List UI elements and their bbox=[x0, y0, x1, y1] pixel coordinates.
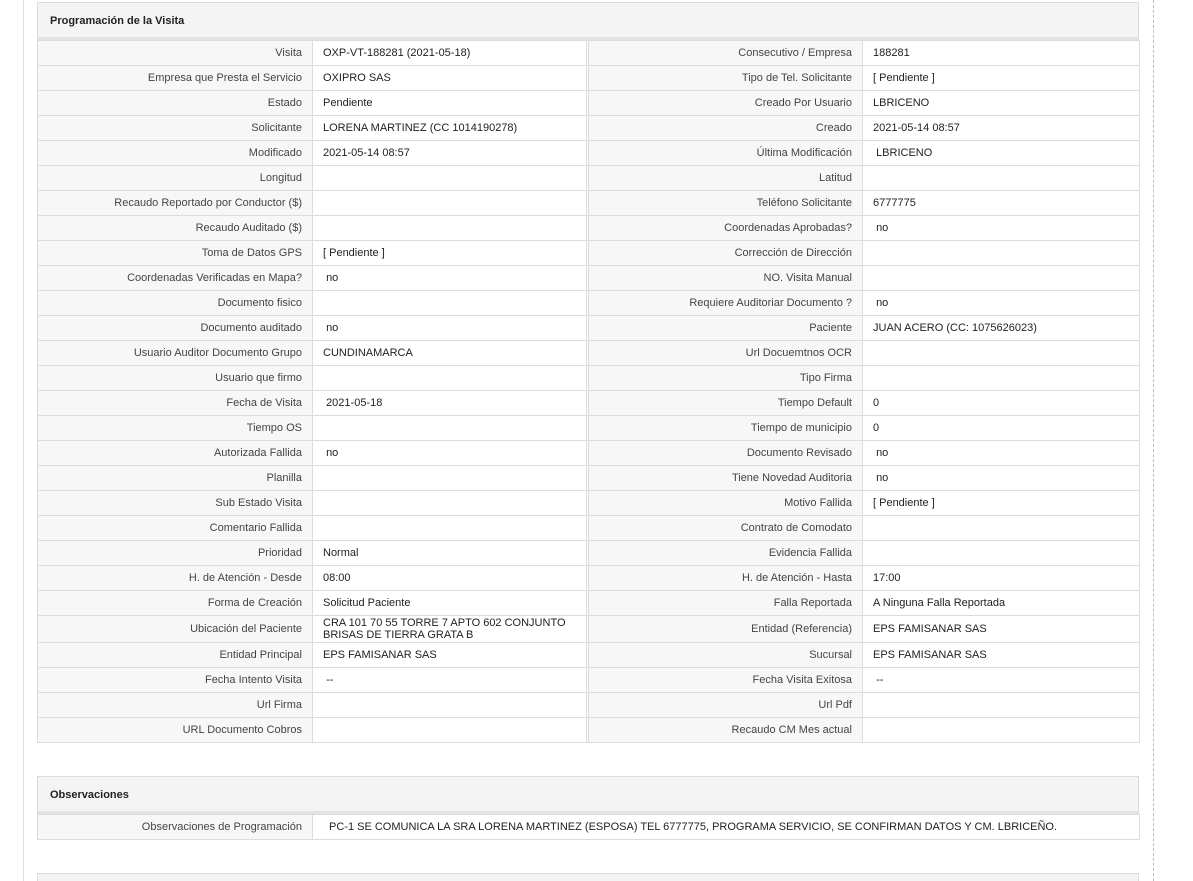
field-label bbox=[38, 643, 313, 668]
detail-row bbox=[38, 66, 1140, 91]
field-value-text: [ Pendiente ] bbox=[873, 497, 935, 509]
field-value-text: 2021-05-18 bbox=[323, 397, 383, 409]
field-label-text: Toma de Datos GPS bbox=[201, 247, 302, 259]
field-value bbox=[863, 366, 1140, 391]
field-value-text: LORENA MARTINEZ (CC 1014190278) bbox=[323, 122, 518, 134]
visit-details-table bbox=[37, 40, 1140, 743]
field-value-text: OXP-VT-188281 (2021-05-18) bbox=[323, 47, 471, 59]
field-label bbox=[589, 91, 863, 116]
field-label-text: Motivo Fallida bbox=[784, 497, 852, 509]
field-label bbox=[38, 116, 313, 141]
field-value-text: 188281 bbox=[873, 47, 910, 59]
field-value bbox=[313, 366, 587, 391]
field-label bbox=[589, 366, 863, 391]
field-label bbox=[589, 541, 863, 566]
field-label bbox=[589, 591, 863, 616]
field-value-text: [ Pendiente ] bbox=[873, 72, 935, 84]
field-label bbox=[589, 141, 863, 166]
field-value bbox=[313, 166, 587, 191]
detail-row bbox=[38, 216, 1140, 241]
field-label bbox=[38, 566, 313, 591]
field-value bbox=[313, 643, 587, 668]
field-label bbox=[589, 116, 863, 141]
field-label-text: Autorizada Fallida bbox=[213, 447, 302, 459]
detail-row bbox=[38, 718, 1140, 743]
field-label-text: Coordenadas Aprobadas? bbox=[724, 222, 852, 234]
field-label bbox=[38, 266, 313, 291]
field-label bbox=[38, 516, 313, 541]
field-value bbox=[313, 291, 587, 316]
field-label-text: Entidad Principal bbox=[219, 649, 302, 661]
field-value-text: 0 bbox=[873, 397, 880, 409]
detail-row bbox=[38, 366, 1140, 391]
field-label-text: URL Documento Cobros bbox=[182, 724, 302, 736]
field-label-text: Contrato de Comodato bbox=[740, 522, 852, 534]
field-value-text: 2021-05-14 08:57 bbox=[873, 122, 960, 134]
field-value-text: OXIPRO SAS bbox=[323, 72, 391, 84]
detail-row bbox=[38, 491, 1140, 516]
field-label bbox=[589, 491, 863, 516]
field-label-text: Requiere Auditoriar Documento ? bbox=[689, 297, 852, 309]
field-value bbox=[863, 441, 1140, 466]
field-value bbox=[863, 466, 1140, 491]
field-value bbox=[313, 541, 587, 566]
left-border-line bbox=[23, 0, 24, 881]
field-value-text: CRA 101 70 55 TORRE 7 APTO 602 CONJUNTO BRISAS DE TIERRA GRATA B bbox=[323, 617, 569, 641]
field-label-text: Sucursal bbox=[809, 649, 852, 661]
field-label-text: Forma de Creación bbox=[207, 597, 302, 609]
field-label-text: Entidad (Referencia) bbox=[751, 623, 852, 635]
field-value bbox=[313, 416, 587, 441]
field-value-text: A Ninguna Falla Reportada bbox=[873, 597, 1006, 609]
field-value bbox=[313, 718, 587, 743]
field-label-text: Tiempo de municipio bbox=[750, 422, 852, 434]
visit-schedule-panel bbox=[37, 2, 1139, 743]
detail-row bbox=[38, 441, 1140, 466]
field-value bbox=[313, 91, 587, 116]
field-value-text: no bbox=[323, 272, 339, 284]
detail-row bbox=[38, 591, 1140, 616]
detail-row bbox=[38, 416, 1140, 441]
visit-schedule-header: Programación de la Visita bbox=[37, 2, 1139, 40]
field-value bbox=[313, 391, 587, 416]
detail-row bbox=[38, 566, 1140, 591]
field-value bbox=[863, 191, 1140, 216]
field-label bbox=[38, 191, 313, 216]
field-value-text: LBRICENO bbox=[873, 97, 930, 109]
field-label-text: Falla Reportada bbox=[773, 597, 852, 609]
field-label bbox=[38, 466, 313, 491]
field-label-text: Documento auditado bbox=[200, 322, 302, 334]
detail-row bbox=[38, 693, 1140, 718]
field-label-text: Latitud bbox=[818, 172, 852, 184]
field-label-text: Fecha Visita Exitosa bbox=[752, 674, 852, 686]
field-label bbox=[589, 616, 863, 643]
field-label-text: Documento fisico bbox=[217, 297, 302, 309]
field-label bbox=[38, 668, 313, 693]
detail-row bbox=[38, 291, 1140, 316]
detail-row bbox=[38, 391, 1140, 416]
field-value bbox=[863, 316, 1140, 341]
field-value-text: Normal bbox=[323, 547, 359, 559]
field-value-text: no bbox=[323, 322, 339, 334]
field-value bbox=[863, 41, 1140, 66]
field-label bbox=[589, 41, 863, 66]
field-value-text: Solicitud Paciente bbox=[323, 597, 411, 609]
observations-panel bbox=[37, 776, 1139, 840]
field-label bbox=[589, 316, 863, 341]
field-label-text: Última Modificación bbox=[756, 147, 852, 159]
field-value bbox=[863, 266, 1140, 291]
field-value bbox=[313, 341, 587, 366]
field-value-text: no bbox=[873, 447, 889, 459]
field-value-text: -- bbox=[873, 674, 884, 686]
field-label bbox=[38, 591, 313, 616]
field-label bbox=[589, 516, 863, 541]
detail-row bbox=[38, 41, 1140, 66]
field-label-text: Tiene Novedad Auditoria bbox=[731, 472, 852, 484]
detail-row bbox=[38, 191, 1140, 216]
field-label-text: Paciente bbox=[809, 322, 852, 334]
next-section-panel bbox=[37, 873, 1139, 881]
field-label-text: Tipo Firma bbox=[799, 372, 852, 384]
field-value bbox=[313, 616, 587, 643]
field-label-text: Teléfono Solicitante bbox=[756, 197, 852, 209]
detail-row bbox=[38, 316, 1140, 341]
field-value bbox=[313, 693, 587, 718]
detail-row bbox=[38, 466, 1140, 491]
field-label-text: Recaudo CM Mes actual bbox=[731, 724, 852, 736]
field-label bbox=[589, 291, 863, 316]
field-label bbox=[38, 366, 313, 391]
field-value bbox=[863, 718, 1140, 743]
detail-row bbox=[38, 166, 1140, 191]
field-label bbox=[589, 643, 863, 668]
field-value bbox=[313, 516, 587, 541]
field-label-text: H. de Atención - Desde bbox=[188, 572, 302, 584]
field-value bbox=[313, 116, 587, 141]
field-label-text: Creado Por Usuario bbox=[754, 97, 852, 109]
field-value bbox=[313, 491, 587, 516]
field-label bbox=[38, 241, 313, 266]
field-label bbox=[38, 41, 313, 66]
field-value bbox=[863, 541, 1140, 566]
field-label bbox=[38, 291, 313, 316]
field-label-text: Tiempo Default bbox=[777, 397, 852, 409]
observations-value: PC-1 SE COMUNICA LA SRA LORENA MARTINEZ (ESPOSA) TEL 6777775, PROGRAMA SERVICIO, SE CONFIRMAN DATOS Y CM. LBRICEÑO. bbox=[313, 815, 1140, 840]
field-label-text: Ubicación del Paciente bbox=[190, 623, 302, 635]
next-section-header bbox=[37, 873, 1139, 881]
field-value-text: [ Pendiente ] bbox=[323, 247, 385, 259]
field-label bbox=[589, 391, 863, 416]
field-value-text: EPS FAMISANAR SAS bbox=[873, 623, 987, 635]
detail-row bbox=[38, 616, 1140, 643]
field-label bbox=[589, 191, 863, 216]
observations-label: Observaciones de Programación bbox=[38, 815, 313, 840]
field-label-text: Fecha de Visita bbox=[226, 397, 302, 409]
detail-row bbox=[38, 341, 1140, 366]
field-label-text: Recaudo Auditado ($) bbox=[195, 222, 302, 234]
detail-row bbox=[38, 643, 1140, 668]
field-label bbox=[38, 718, 313, 743]
field-value-text: 0 bbox=[873, 422, 880, 434]
field-label-text: Recaudo Reportado por Conductor ($) bbox=[114, 197, 302, 209]
field-value-text: JUAN ACERO (CC: 1075626023) bbox=[873, 322, 1037, 334]
field-label bbox=[589, 241, 863, 266]
field-label bbox=[38, 391, 313, 416]
field-value bbox=[863, 241, 1140, 266]
field-label-text: Visita bbox=[275, 47, 302, 59]
detail-row bbox=[38, 141, 1140, 166]
field-label bbox=[589, 416, 863, 441]
field-label-text: Empresa que Presta el Servicio bbox=[147, 72, 302, 84]
field-label bbox=[589, 466, 863, 491]
field-label-text: Usuario Auditor Documento Grupo bbox=[133, 347, 302, 359]
field-value-text: no bbox=[873, 222, 889, 234]
field-label-text: Fecha Intento Visita bbox=[204, 674, 302, 686]
field-value bbox=[863, 216, 1140, 241]
field-value bbox=[863, 291, 1140, 316]
field-value-text: no bbox=[873, 297, 889, 309]
field-value-text: EPS FAMISANAR SAS bbox=[323, 649, 437, 661]
field-label bbox=[589, 668, 863, 693]
field-value bbox=[863, 668, 1140, 693]
field-label bbox=[589, 441, 863, 466]
field-value-text: 17:00 bbox=[873, 572, 901, 584]
field-label bbox=[589, 341, 863, 366]
field-value bbox=[863, 116, 1140, 141]
field-label bbox=[38, 441, 313, 466]
field-label bbox=[589, 166, 863, 191]
detail-row bbox=[38, 668, 1140, 693]
field-value bbox=[313, 191, 587, 216]
right-dashed-border bbox=[1153, 0, 1154, 881]
detail-row bbox=[38, 241, 1140, 266]
field-label-text: Tipo de Tel. Solicitante bbox=[741, 72, 852, 84]
field-label bbox=[589, 566, 863, 591]
field-label bbox=[38, 541, 313, 566]
field-value-text: no bbox=[873, 472, 889, 484]
field-label-text: Modificado bbox=[248, 147, 302, 159]
field-label-text: Solicitante bbox=[251, 122, 302, 134]
field-value bbox=[863, 591, 1140, 616]
field-label bbox=[38, 166, 313, 191]
field-label bbox=[38, 216, 313, 241]
field-value-text: 2021-05-14 08:57 bbox=[323, 147, 410, 159]
field-label bbox=[38, 341, 313, 366]
field-label-text: H. de Atención - Hasta bbox=[741, 572, 852, 584]
field-value bbox=[863, 693, 1140, 718]
detail-row bbox=[38, 266, 1140, 291]
field-value-text: 6777775 bbox=[873, 197, 916, 209]
field-value bbox=[313, 266, 587, 291]
field-value bbox=[863, 166, 1140, 191]
field-value bbox=[313, 441, 587, 466]
field-label-text: Usuario que firmo bbox=[215, 372, 302, 384]
field-label-text: Corrección de Dirección bbox=[734, 247, 852, 259]
field-label-text: Sub Estado Visita bbox=[215, 497, 302, 509]
field-value bbox=[863, 91, 1140, 116]
field-value bbox=[863, 416, 1140, 441]
field-value bbox=[313, 591, 587, 616]
field-value bbox=[313, 668, 587, 693]
field-label-text: Evidencia Fallida bbox=[768, 547, 852, 559]
field-label bbox=[38, 66, 313, 91]
field-label-text: Prioridad bbox=[257, 547, 302, 559]
field-value-text: LBRICENO bbox=[873, 147, 933, 159]
field-value bbox=[863, 141, 1140, 166]
field-value bbox=[313, 466, 587, 491]
observations-header: Observaciones bbox=[37, 776, 1139, 814]
field-label-text: Url Pdf bbox=[818, 699, 852, 711]
field-label-text: Consecutivo / Empresa bbox=[738, 47, 852, 59]
field-label-text: Planilla bbox=[266, 472, 302, 484]
field-value bbox=[863, 566, 1140, 591]
field-value bbox=[863, 66, 1140, 91]
field-value bbox=[313, 66, 587, 91]
field-label bbox=[38, 91, 313, 116]
observations-table bbox=[37, 814, 1140, 840]
field-label bbox=[38, 141, 313, 166]
field-value-text: CUNDINAMARCA bbox=[323, 347, 413, 359]
field-label-text: Comentario Fallida bbox=[209, 522, 302, 534]
field-label-text: NO. Visita Manual bbox=[763, 272, 852, 284]
field-value-text: no bbox=[323, 447, 339, 459]
field-value bbox=[863, 616, 1140, 643]
field-label bbox=[589, 66, 863, 91]
detail-row bbox=[38, 516, 1140, 541]
field-value bbox=[313, 141, 587, 166]
field-label-text: Coordenadas Verificadas en Mapa? bbox=[127, 272, 302, 284]
field-value bbox=[863, 341, 1140, 366]
field-label bbox=[38, 416, 313, 441]
detail-row bbox=[38, 91, 1140, 116]
field-value bbox=[313, 241, 587, 266]
field-value bbox=[313, 566, 587, 591]
field-value-text: EPS FAMISANAR SAS bbox=[873, 649, 987, 661]
field-label-text: Documento Revisado bbox=[746, 447, 852, 459]
field-label bbox=[38, 616, 313, 643]
observations-row bbox=[38, 815, 1140, 840]
field-label-text: Url Docuemtnos OCR bbox=[745, 347, 852, 359]
field-label bbox=[38, 316, 313, 341]
field-label bbox=[589, 693, 863, 718]
field-label-text: Tiempo OS bbox=[246, 422, 302, 434]
field-label-text: Longitud bbox=[259, 172, 302, 184]
field-value bbox=[863, 516, 1140, 541]
field-value bbox=[313, 316, 587, 341]
field-label bbox=[38, 491, 313, 516]
field-value bbox=[863, 391, 1140, 416]
field-value-text: -- bbox=[323, 674, 334, 686]
field-value-text: Pendiente bbox=[323, 97, 373, 109]
field-label bbox=[38, 693, 313, 718]
field-value bbox=[313, 41, 587, 66]
field-label-text: Estado bbox=[267, 97, 302, 109]
field-label bbox=[589, 266, 863, 291]
field-value bbox=[313, 216, 587, 241]
detail-row bbox=[38, 541, 1140, 566]
field-value bbox=[863, 643, 1140, 668]
field-label bbox=[589, 718, 863, 743]
field-label-text: Creado bbox=[815, 122, 852, 134]
field-value bbox=[863, 491, 1140, 516]
field-value-text: 08:00 bbox=[323, 572, 351, 584]
field-label-text: Url Firma bbox=[256, 699, 302, 711]
detail-row bbox=[38, 116, 1140, 141]
field-label bbox=[589, 216, 863, 241]
